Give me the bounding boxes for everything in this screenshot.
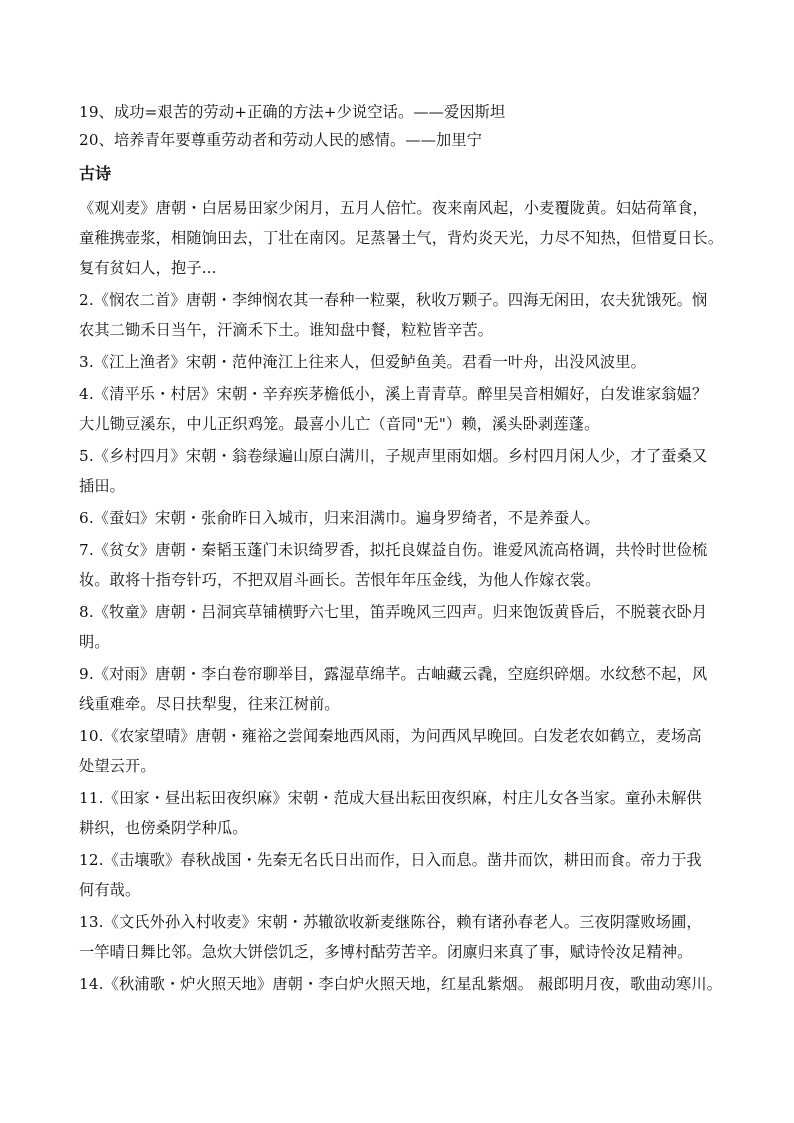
- poem-line: 13.《文氏外孙入村收麦》宋朝・苏辙欲收新麦继陈谷，赖有诸孙春老人。三夜阴霪败场圃，: [79, 913, 702, 931]
- poem-line: 8.《牧童》唐朝・吕洞宾草铺横野六七里，笛弄晚风三四声。归来饱饭黄昏后，不脱蓑衣卧月: [79, 603, 708, 621]
- poem-line: 插田。: [79, 477, 126, 495]
- poem-line: 一竿晴日舞比邻。急炊大饼偿饥乏，多博村酤劳苦辛。闭廪归来真了事，赋诗怜汝足精神。: [79, 943, 693, 961]
- poem-line: 9.《对雨》唐朝・李白卷帘聊举目，露湿草绵芊。古岫藏云毳，空庭织碎烟。水纹愁不起，风: [79, 665, 708, 683]
- poem-line: 妆。敢将十指夸针巧，不把双眉斗画长。苦恨年年压金线，为他人作嫁衣裳。: [79, 571, 601, 589]
- poem-line: 何有哉。: [79, 881, 141, 899]
- poem-line: 线重难牵。尽日扶犁叟，往来江树前。: [79, 695, 340, 713]
- poem-line: 大儿锄豆溪东，中儿正织鸡笼。最喜小儿亡（音同"无"）赖，溪头卧剥莲蓬。: [79, 415, 600, 433]
- poem-line: 复有贫妇人，抱子...: [79, 259, 217, 277]
- poem-line: 童稚携壶浆，相随饷田去，丁壮在南冈。足蒸暑土气，背灼炎天光，力尽不知热，但惜夏日长。: [79, 229, 724, 247]
- poem-line: 4.《清平乐・村居》宋朝・辛弃疾茅檐低小，溪上青青草。醉里吴音相媚好，白发谁家翁媪？: [79, 385, 708, 403]
- poem-line: 《观刈麦》唐朝・白居易田家少闲月，五月人倍忙。夜来南风起，小麦覆陇黄。妇姑荷箪食，: [79, 199, 708, 217]
- quote-20: 20、培养青年要尊重劳动者和劳动人民的感情。——加里宁: [79, 131, 483, 149]
- poem-line: 5.《乡村四月》宋朝・翁卷绿遍山原白满川，子规声里雨如烟。乡村四月闲人少，才了蚕桑又: [79, 447, 708, 465]
- poem-line: 10.《农家望晴》唐朝・雍裕之尝闻秦地西风雨，为问西风早晚回。白发老农如鹤立，麦场高: [79, 727, 702, 745]
- poem-line: 7.《贫女》唐朝・秦韬玉蓬门未识绮罗香，拟托良媒益自伤。谁爱风流高格调，共怜时世俭梳: [79, 541, 708, 559]
- poem-line: 耕织，也傍桑阴学种瓜。: [79, 819, 248, 837]
- poem-line: 3.《江上渔者》宋朝・范仲淹江上往来人，但爱鲈鱼美。君看一叶舟，出没风波里。: [79, 353, 646, 371]
- poem-line: 处望云开。: [79, 757, 156, 775]
- poem-line: 明。: [79, 633, 110, 651]
- poem-line: 11.《田家・昼出耘田夜织麻》宋朝・范成大昼出耘田夜织麻，村庄儿女各当家。童孙未解供: [79, 789, 702, 807]
- poem-line: 农其二锄禾日当午，汗滴禾下土。谁知盘中餐，粒粒皆辛苦。: [79, 321, 494, 339]
- poem-line: 6.《蚕妇》宋朝・张俞昨日入城市，归来泪满巾。遍身罗绮者，不是养蚕人。: [79, 509, 600, 527]
- section-heading: 古诗: [79, 164, 112, 183]
- quote-19: 19、成功=艰苦的劳动+正确的方法+少说空话。——爱因斯坦: [79, 103, 506, 121]
- poem-line: 14.《秋浦歌・炉火照天地》唐朝・李白炉火照天地，红星乱紫烟。 赧郎明月夜，歌曲动寒川。: [79, 975, 723, 993]
- poem-line: 12.《击壤歌》春秋战国・先秦无名氏日出而作，日入而息。凿井而饮，耕田而食。帝力于我: [79, 851, 702, 869]
- poem-line: 2.《悯农二首》唐朝・李绅悯农其一春种一粒粟，秋收万颗子。四海无闲田，农夫犹饿死。悯: [79, 291, 708, 309]
